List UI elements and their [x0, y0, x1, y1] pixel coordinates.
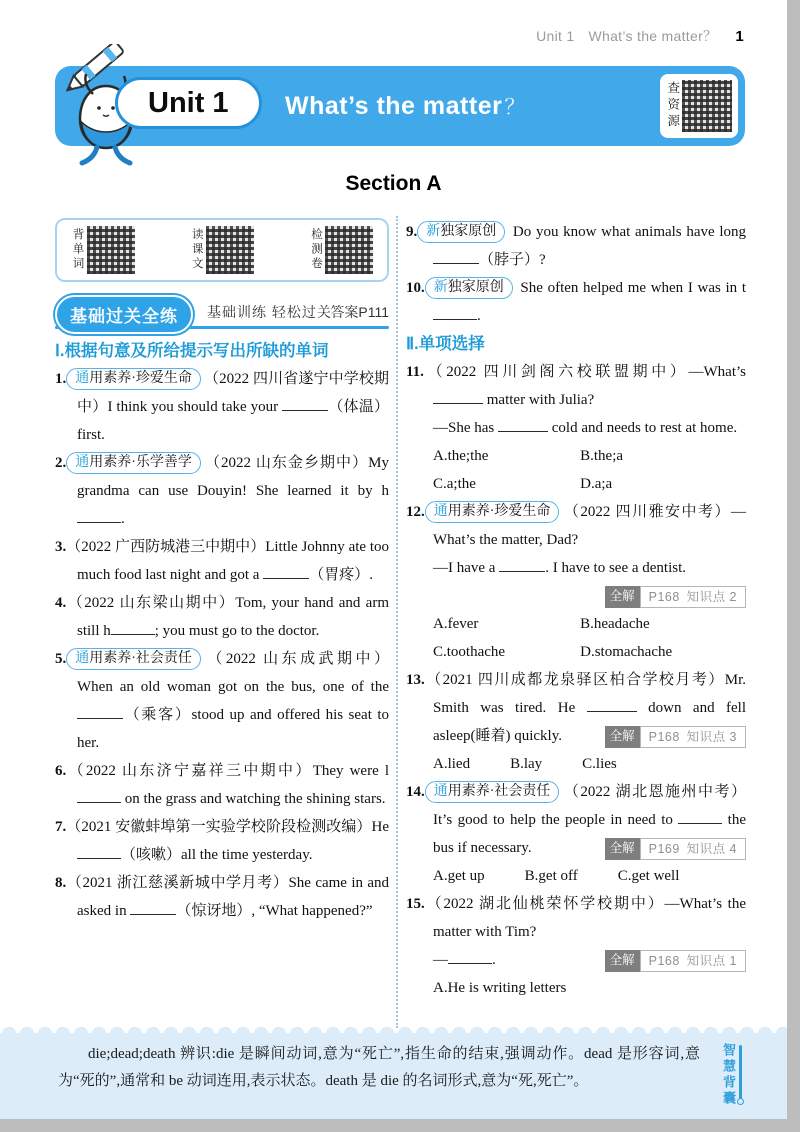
competency-tag: 通用素养·社会责任: [425, 781, 560, 803]
answer-ref-badge: 全解 P169 知识点 4: [605, 838, 746, 860]
qr-code: [87, 226, 135, 274]
question-number: 12.: [406, 504, 425, 520]
question-number: 15.: [406, 896, 425, 912]
question-item: [406, 498, 746, 666]
option: C.lies: [582, 756, 617, 772]
question-number: 3.: [55, 539, 67, 555]
column-divider: [396, 216, 398, 1028]
question-text: 10. 新独家原创 She often helped me when I was in t.: [406, 274, 746, 330]
qr-item-words: [71, 226, 135, 274]
question-number: 7.: [55, 819, 67, 835]
resource-qr: [660, 74, 738, 138]
answer-blank: [111, 634, 155, 635]
question-item: [55, 757, 389, 813]
question-item: [55, 813, 389, 869]
question-item: [55, 589, 389, 645]
question-text: 15.（2022 湖北仙桃荣怀学校期中）—What’s the matter with Tim? — . 全解 P168 知识点 1: [406, 890, 746, 974]
question-item: [406, 666, 746, 778]
option: C.toothache: [433, 644, 506, 660]
question-text: 12. 通用素养·珍爱生命 （2022 四川雅安中考）—What’s the matter, Dad? —I have a . I have to see a dentist. 全解 P168 知识点 2: [406, 498, 746, 610]
options-row: [406, 974, 746, 1002]
option: B.the;a: [580, 448, 624, 464]
answer-blank: [77, 802, 121, 803]
question-text: 2. 通用素养·乐学善学 （2022 山东金乡期中）My grandma can use Douyin! She learned it by h.: [55, 449, 389, 533]
resource-qr-caption: 查资源: [665, 81, 680, 131]
answer-blank: [263, 578, 309, 579]
left-column: [55, 218, 389, 925]
competency-tag: 通用素养·乐学善学: [66, 452, 201, 474]
question-item: [406, 358, 746, 498]
practice-header: [55, 291, 389, 329]
options-row: [406, 610, 746, 666]
part1-question-list-cont: [406, 218, 746, 330]
question-number: 13.: [406, 672, 425, 688]
answer-blank: [77, 718, 123, 719]
answer-blank: [433, 403, 483, 404]
practice-subtitle: 基础训练 轻松过关: [207, 304, 332, 320]
answer-blank: [282, 410, 328, 411]
option: A.get up: [433, 868, 485, 884]
question-item: [55, 365, 389, 449]
question-text: 8.（2021 浙江慈溪新城中学月考）She came in and asked in （惊讶地）, “What happened?”: [55, 875, 389, 919]
qr-code: [682, 80, 732, 132]
options-row: [406, 442, 746, 498]
competency-tag: 通用素养·社会责任: [66, 648, 201, 670]
question-number: 2.: [55, 455, 67, 471]
unit-title-qmark: ？: [504, 96, 526, 119]
option: A.fever: [433, 616, 479, 632]
practice-badge: 基础过关全练: [55, 295, 193, 334]
qr-item-label: 读课文: [190, 228, 203, 272]
part2-heading: Ⅱ.单项选择: [406, 335, 485, 353]
part1-heading: Ⅰ.根据句意及所给提示写出所缺的单词: [55, 342, 329, 360]
question-text: 6.（2022 山东济宁嘉祥三中期中）They were l on the grass and watching the shining stars.: [55, 763, 389, 807]
question-text: 9. 新独家原创 Do you know what animals have long （脖子）?: [406, 218, 746, 274]
page-number: 1: [735, 28, 744, 45]
question-item: [406, 274, 746, 330]
unit-title: [285, 66, 526, 146]
question-number: 9.: [406, 224, 418, 240]
qr-item-text: [190, 226, 254, 274]
answer-page-ref: 答案P111: [330, 304, 389, 320]
running-head-title: What’s the matter？: [588, 28, 718, 44]
question-number: 5.: [55, 651, 67, 667]
unit-banner: [55, 66, 745, 146]
question-number: 10.: [406, 280, 425, 296]
unit-pill: Unit 1: [115, 77, 262, 129]
footer-note-panel: [0, 1033, 787, 1119]
qr-code: [206, 226, 254, 274]
qr-code: [325, 226, 373, 274]
answer-ref-badge: 全解 P168 知识点 1: [605, 950, 746, 972]
question-item: [55, 533, 389, 589]
competency-tag: 通用素养·珍爱生命: [66, 368, 201, 390]
option: A.lied: [433, 756, 471, 772]
answer-ref-badge: 全解 P168 知识点 3: [605, 726, 746, 748]
answer-blank: [77, 522, 121, 523]
question-item: [406, 890, 746, 1002]
option: D.a;a: [580, 476, 613, 492]
section-title: Section A: [345, 172, 442, 195]
part1-question-list: [55, 365, 389, 925]
answer-ref-badge: 全解 P168 知识点 2: [605, 586, 746, 608]
right-column: [406, 218, 746, 1002]
footer-side-tag: [722, 1043, 742, 1107]
question-number: 6.: [55, 763, 67, 779]
question-item: [55, 645, 389, 757]
qr-item-test: [310, 226, 374, 274]
running-head: [536, 26, 744, 46]
word-discrimination-note: die;dead;death 辨识:die 是瞬间动词,意为“死亡”,指生命的结束,强调动作。dead 是形容词,意为“死的”,通常和 be 动词连用,表示状态。death 是 die 的名词形式,意为“死,死亡”。: [58, 1046, 700, 1089]
question-number: 8.: [55, 875, 67, 891]
option: C.a;the: [433, 476, 476, 492]
answer-blank: [678, 823, 722, 824]
option: B.headache: [580, 616, 650, 632]
question-number: 14.: [406, 784, 425, 800]
qr-item-label: 背单词: [71, 228, 84, 272]
question-number: 4.: [55, 595, 67, 611]
side-tag-line: [739, 1045, 742, 1099]
answer-blank: [498, 431, 548, 432]
competency-tag: 通用素养·珍爱生命: [425, 501, 560, 523]
part2-question-list: [406, 358, 746, 1002]
answer-blank: [433, 263, 479, 264]
question-number: 1.: [55, 371, 67, 387]
option: B.get off: [524, 868, 578, 884]
question-item: [406, 778, 746, 890]
answer-blank: [448, 963, 492, 964]
answer-ref-line: [433, 582, 746, 610]
running-head-unit: Unit 1: [536, 28, 575, 44]
option: A.He is writing letters: [433, 980, 567, 996]
options-row: [406, 750, 746, 778]
question-text: 1. 通用素养·珍爱生命 （2022 四川省遂宁中学校期中）I think you should take your （体温）first.: [55, 365, 389, 449]
question-text: 7.（2021 安徽蚌埠第一实验学校阶段检测改编）He （咳嗽）all the time yesterday.: [55, 819, 389, 863]
question-item: [55, 449, 389, 533]
options-row: [406, 862, 746, 890]
answer-blank: [130, 914, 176, 915]
question-item: [406, 218, 746, 274]
answer-blank: [433, 319, 477, 320]
question-text: 3.（2022 广西防城港三中期中）Little Johnny ate too much food last night and got a （胃疼）.: [55, 539, 389, 583]
question-item: [55, 869, 389, 925]
answer-blank: [77, 858, 121, 859]
answer-blank: [587, 711, 637, 712]
question-text: 5. 通用素养·社会责任 （2022 山东成武期中）When an old woman got on the bus, one of the （乘客）stood up and offered his seat to her.: [55, 645, 389, 757]
question-text: 4.（2022 山东梁山期中）Tom, your hand and arm still h ; you must go to the doctor.: [55, 595, 389, 639]
option: B.lay: [510, 756, 543, 772]
answer-blank: [499, 571, 545, 572]
question-number: 11.: [406, 364, 424, 380]
study-qr-box: [55, 218, 389, 282]
question-text: 11.（2022 四川剑阁六校联盟期中）—What’s matter with Julia? —She has cold and needs to rest at home.: [406, 364, 746, 436]
qr-item-label: 检测卷: [310, 228, 322, 272]
question-text: 13.（2021 四川成都龙泉驿区柏合学校月考）Mr. Smith was tired. He down and fell asleep(睡着) quickly. 全解 P168 知识点 3: [406, 666, 746, 750]
side-tag-label: 智慧背囊: [721, 1043, 736, 1107]
competency-tag: 新独家原创: [417, 221, 505, 243]
option: C.get well: [617, 868, 680, 884]
unit-title-text: What’s the matter: [285, 91, 503, 120]
option: A.the;the: [433, 448, 489, 464]
question-text: 14. 通用素养·社会责任 （2022 湖北恩施州中考）It’s good to help the people in need to the bus if necessary. 全解 P169 知识点 4: [406, 778, 746, 862]
competency-tag: 新独家原创: [425, 277, 513, 299]
option: D.stomachache: [580, 644, 673, 660]
